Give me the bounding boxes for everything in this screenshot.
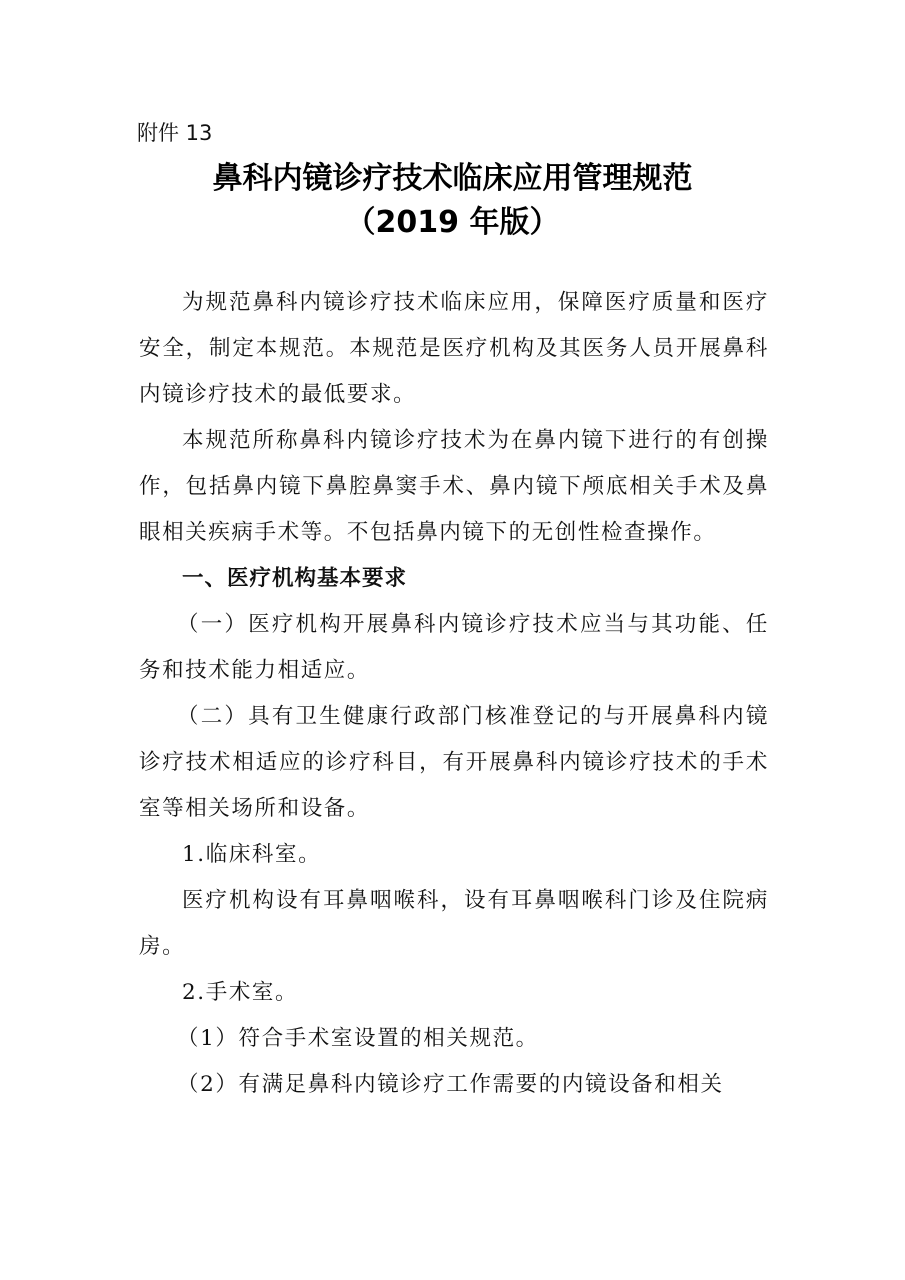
document-subtitle: （2019 年版） (345, 205, 560, 240)
sub-heading-operating-room: 2.手术室。 (182, 980, 299, 1005)
clinical-dept-paragraph: 医疗机构设有耳鼻咽喉科，设有耳鼻咽喉科门诊及住院病房。 (139, 888, 769, 959)
operating-room-item-2: （2）有满足鼻科内镜诊疗工作需要的内镜设备和相关 (177, 1072, 724, 1097)
item-paragraph-2: （二）具有卫生健康行政部门核准登记的与开展鼻科内镜诊疗技术相适应的诊疗科目，有开展鼻科内镜诊疗技术的手术室等相关场所和设备。 (139, 704, 769, 821)
intro-paragraph-1: 为规范鼻科内镜诊疗技术临床应用，保障医疗质量和医疗安全，制定本规范。本规范是医疗机构及其医务人员开展鼻科内镜诊疗技术的最低要求。 (139, 290, 769, 407)
item-paragraph-1: （一）医疗机构开展鼻科内镜诊疗技术应当与其功能、任务和技术能力相适应。 (139, 612, 769, 683)
section-heading-1: 一、医疗机构基本要求 (182, 566, 408, 591)
document-title: 鼻科内镜诊疗技术临床应用管理规范 (212, 161, 693, 196)
annex-label: 附件 13 (137, 121, 213, 145)
document-body (139, 280, 769, 1108)
intro-paragraph-2: 本规范所称鼻科内镜诊疗技术为在鼻内镜下进行的有创操作，包括鼻内镜下鼻腔鼻窦手术、鼻内镜下颅底相关手术及鼻眼相关疾病手术等。不包括鼻内镜下的无创性检查操作。 (139, 428, 769, 545)
sub-heading-clinical-dept: 1.临床科室。 (182, 842, 322, 867)
operating-room-item-1: （1）符合手术室设置的相关规范。 (177, 1026, 539, 1051)
